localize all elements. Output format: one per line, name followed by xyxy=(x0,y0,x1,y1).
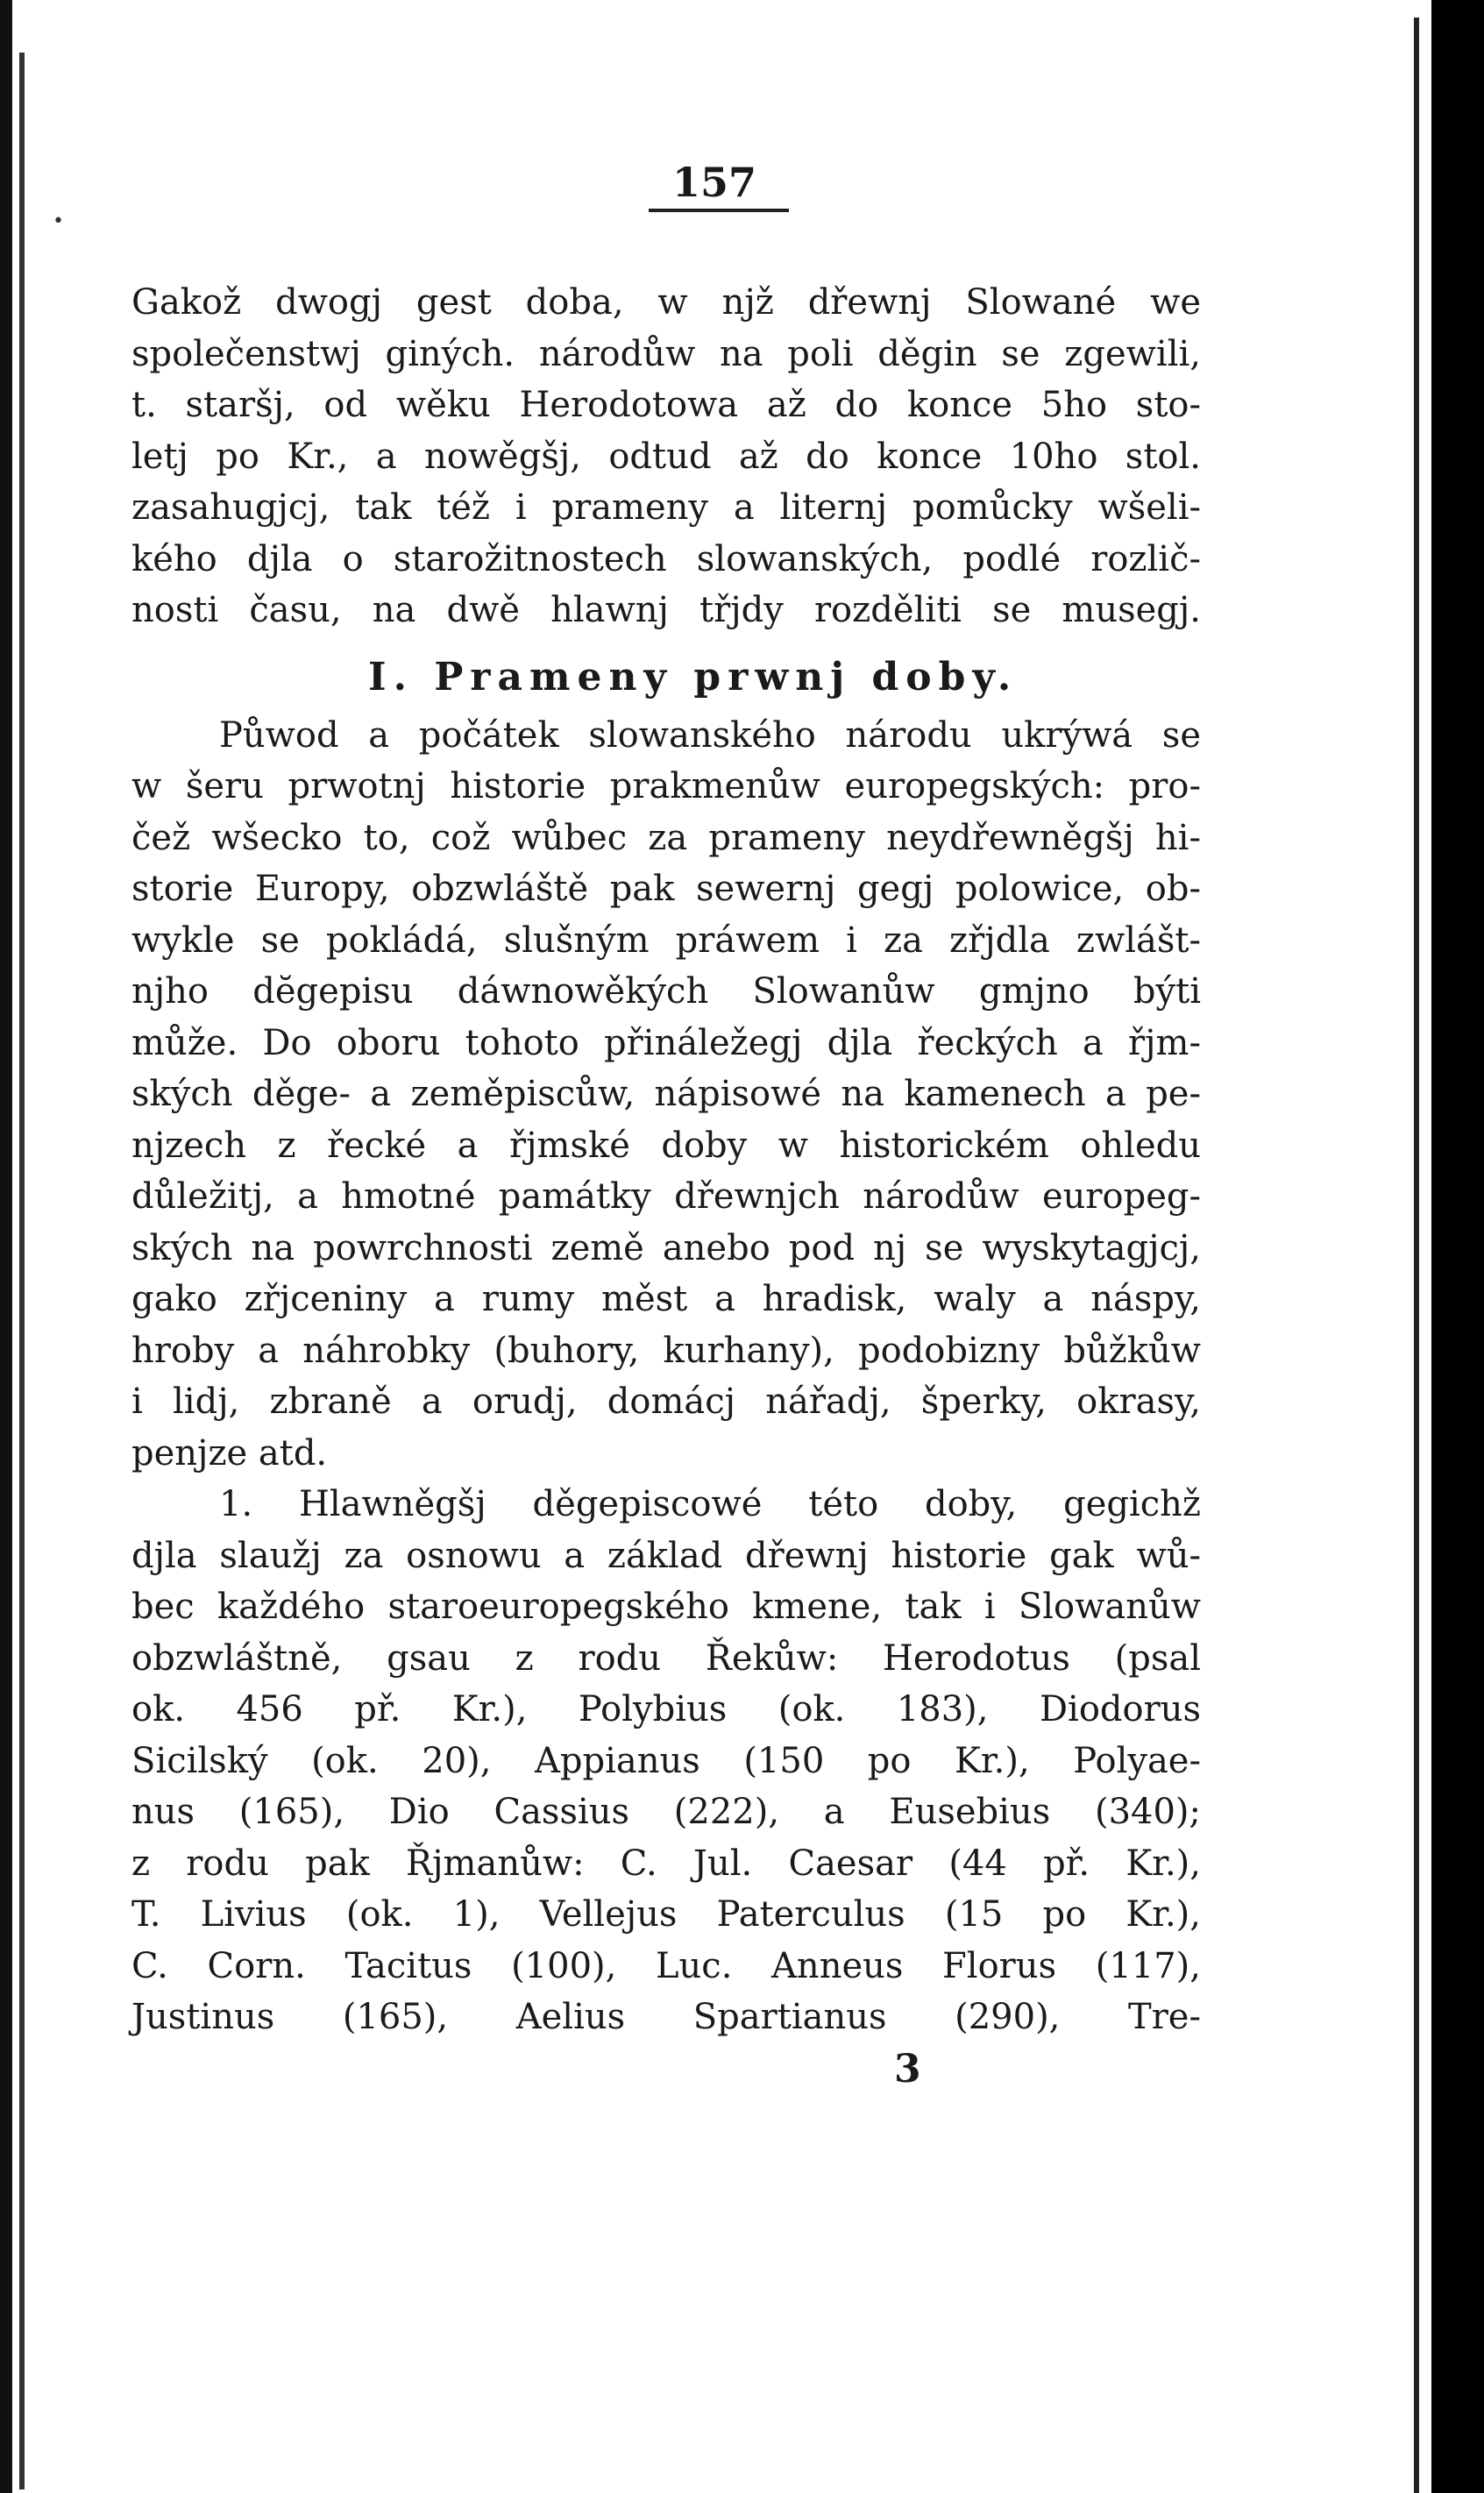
text-line: bec každého staroeuropegského kmene, tak i Slowanůw xyxy=(131,1587,1201,1627)
text-line: letj po Kr., a nowěgšj, odtud až do konce 10ho stol. xyxy=(131,436,1201,477)
paragraph-sources xyxy=(131,710,1201,1480)
text-line: Sicilský (ok. 20), Appianus (150 po Kr.), Polyae- xyxy=(131,1740,1201,1781)
text-line: Gakož dwogj gest doba, w njž dřewnj Slowané we xyxy=(131,282,1201,323)
text-line: njzech z řecké a řjmské doby w historickém ohledu xyxy=(131,1125,1201,1166)
text-line: z rodu pak Řjmanůw: C. Jul. Caesar (44 př. Kr.), xyxy=(131,1843,1201,1884)
text-line: nus (165), Dio Cassius (222), a Eusebius (340); xyxy=(131,1792,1201,1832)
text-line: důležitj, a hmotné památky dřewnjch národůw europeg- xyxy=(131,1176,1201,1217)
text-line: obzwláštně, gsau z rodu Řekůw: Herodotus (psal xyxy=(131,1637,1201,1679)
margin-mark: • xyxy=(53,210,64,232)
text-line: ských děge- a zeměpiscůw, nápisowé na kamenech a pe- xyxy=(131,1074,1201,1114)
text-line: djla slaužj za osnowu a základ dřewnj historie gak wů- xyxy=(131,1535,1201,1576)
section-heading: I. Prameny prwnj doby. xyxy=(368,654,1019,700)
page-number: 157 xyxy=(671,159,757,206)
scan-border-right xyxy=(1431,0,1484,2493)
scan-border-left-inner xyxy=(19,53,25,2489)
text-line: penjze atd. xyxy=(131,1432,328,1474)
text-line: hroby a náhrobky (buhory, kurhany), podobizny bůžkůw xyxy=(131,1330,1201,1371)
text-line: kého djla o starožitnostech slowanských, podlé rozlič- xyxy=(131,538,1201,579)
scan-border-left xyxy=(0,0,12,2493)
text-line: t. staršj, od wěku Herodotowa až do konce 5ho sto- xyxy=(131,385,1201,425)
text-block xyxy=(131,158,1201,2096)
text-line: společenstwj giných. národůw na poli děgin se zgewili, xyxy=(131,333,1201,374)
text-line: C. Corn. Tacitus (100), Luc. Anneus Florus (117), xyxy=(131,1945,1201,1986)
text-line: zasahugjcj, tak též i prameny a liternj pomůcky wšeli- xyxy=(131,487,1201,528)
text-line: může. Do oboru tohoto přináležegj djla řeckých a řjm- xyxy=(131,1022,1201,1063)
text-line: ok. 456 př. Kr.), Polybius (ok. 183), Diodorus xyxy=(131,1689,1201,1729)
paragraph-historians xyxy=(131,1479,1201,2043)
signature-mark: 3 xyxy=(894,2046,921,2092)
text-line: Půwod a počátek slowanského národu ukrýwá se xyxy=(219,714,1201,756)
text-line: i lidj, zbraně a orudj, domácj nářadj, šperky, okrasy, xyxy=(131,1381,1201,1422)
text-line: ských na powrchnosti země anebo pod nj se wyskytagjcj, xyxy=(131,1227,1201,1268)
text-line: 1. Hlawněgšj děgepiscowé této doby, gegichž xyxy=(219,1484,1201,1524)
text-line: Justinus (165), Aelius Spartianus (290), Tre- xyxy=(131,1997,1201,2037)
scan-border-right-line xyxy=(1414,18,1419,2493)
text-line: njho dĕgepisu dáwnowěkých Slowanůw gmjno býti xyxy=(131,971,1201,1012)
text-line: wykle se pokládá, slušným práwem i za zřjdla zwlášt- xyxy=(131,920,1201,961)
text-line: gako zřjceniny a rumy měst a hradisk, waly a náspy, xyxy=(131,1279,1201,1319)
paragraph-intro xyxy=(131,277,1201,636)
text-line: T. Livius (ok. 1), Vellejus Paterculus (15 po Kr.), xyxy=(131,1894,1201,1935)
text-line: nosti času, na dwě hlawnj třjdy rozděliti se musegj. xyxy=(131,590,1201,630)
text-line: čež wšecko to, což wůbec za prameny neydřewněgšj hi- xyxy=(131,817,1201,858)
text-line: storie Europy, obzwláště pak sewernj gegj polowice, ob- xyxy=(131,869,1201,909)
text-line: w šeru prwotnj historie prakmenůw europegských: pro- xyxy=(131,766,1201,806)
page-number-rule xyxy=(649,209,789,212)
